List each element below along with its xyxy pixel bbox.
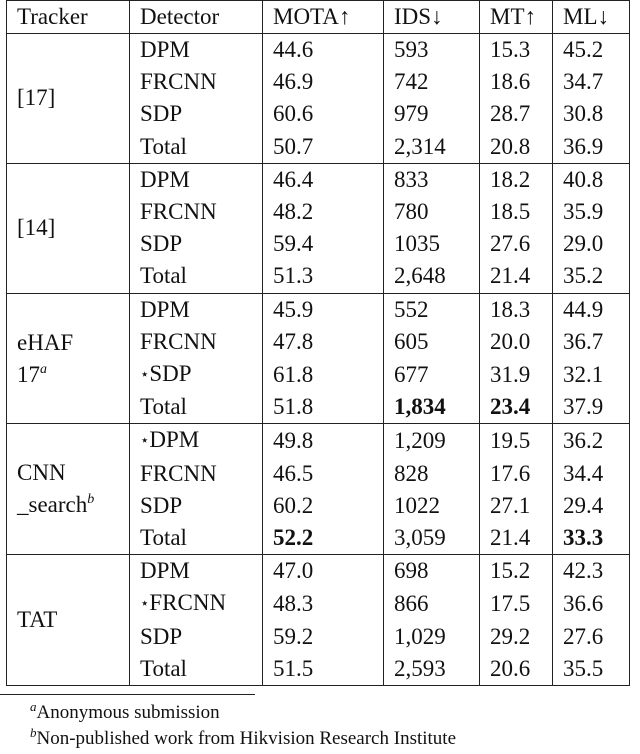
detector-label: DPM: [149, 427, 200, 453]
tracker-name-line2: _search: [17, 492, 88, 518]
detector-cell: SDP: [130, 98, 263, 130]
table-row: [7, 163, 630, 196]
mt-cell: 18.2: [480, 163, 553, 196]
header-row: [7, 1, 630, 34]
footnote-mark: a: [30, 699, 37, 714]
ids-cell: 1022: [384, 490, 480, 522]
mt-cell: 15.3: [480, 34, 553, 67]
detector-cell: FRCNN: [130, 66, 263, 98]
detector-cell: [130, 587, 263, 620]
ml-cell: 44.9: [553, 293, 630, 326]
detector-cell: [130, 358, 263, 391]
mt-cell: 27.6: [480, 228, 553, 260]
ml-cell: 27.6: [553, 621, 630, 653]
ids-cell: 2,593: [384, 653, 480, 686]
ids-cell: 552: [384, 293, 480, 326]
footnote-divider: [0, 694, 255, 695]
mota-cell: 47.0: [263, 555, 384, 588]
ml-cell: 36.9: [553, 131, 630, 164]
tracker-cell: TAT: [7, 555, 130, 686]
mota-cell: 50.7: [263, 131, 384, 164]
table-row: [7, 293, 630, 326]
ml-cell: 32.1: [553, 358, 630, 391]
tracker-name-line2: 17: [17, 361, 40, 387]
mota-cell: 59.4: [263, 228, 384, 260]
star-icon: ⋆: [140, 367, 150, 384]
tracker-name-line1: eHAF: [17, 329, 74, 355]
star-icon: ⋆: [140, 596, 150, 613]
detector-label: SDP: [149, 361, 192, 387]
ids-cell: 2,648: [384, 260, 480, 293]
mt-cell: 27.1: [480, 490, 553, 522]
ml-cell: 40.8: [553, 163, 630, 196]
ids-cell: 1,029: [384, 621, 480, 653]
mt-cell: 21.4: [480, 260, 553, 293]
ml-cell: 35.2: [553, 260, 630, 293]
ml-cell: 30.8: [553, 98, 630, 130]
detector-cell: FRCNN: [130, 326, 263, 358]
ids-cell: 742: [384, 66, 480, 98]
header-tracker: Tracker: [7, 1, 130, 34]
mt-cell: 17.5: [480, 587, 553, 620]
tracker-name-line1: CNN: [17, 460, 66, 486]
ml-cell: 36.6: [553, 587, 630, 620]
mota-cell: 46.5: [263, 458, 384, 490]
mota-cell: 45.9: [263, 293, 384, 326]
mt-cell: 19.5: [480, 424, 553, 458]
ids-cell: 1035: [384, 228, 480, 260]
mota-cell-best: 52.2: [263, 522, 384, 555]
ml-cell: 36.2: [553, 424, 630, 458]
ml-cell: 35.9: [553, 196, 630, 228]
footnote-text: Non-published work from Hikvision Research Institute: [36, 728, 457, 749]
ids-cell: 866: [384, 587, 480, 620]
ids-cell: 1,209: [384, 424, 480, 458]
mt-cell: 18.3: [480, 293, 553, 326]
mt-cell: 15.2: [480, 555, 553, 588]
table-row: [7, 555, 630, 588]
ml-cell: 34.7: [553, 66, 630, 98]
mota-cell: 49.8: [263, 424, 384, 458]
footnote-mark: b: [87, 492, 95, 508]
mota-cell: 48.2: [263, 196, 384, 228]
detector-cell: Total: [130, 131, 263, 164]
detector-cell: Total: [130, 260, 263, 293]
mt-cell: 20.0: [480, 326, 553, 358]
detector-cell: SDP: [130, 490, 263, 522]
mt-cell: 18.6: [480, 66, 553, 98]
ml-cell: 35.5: [553, 653, 630, 686]
table-row: [7, 34, 630, 67]
ml-cell: 36.7: [553, 326, 630, 358]
mota-cell: 51.5: [263, 653, 384, 686]
detector-cell: FRCNN: [130, 196, 263, 228]
mota-cell: 46.9: [263, 66, 384, 98]
table-row: [7, 424, 630, 458]
tracker-cell: [17]: [7, 34, 130, 164]
ml-cell: 42.3: [553, 555, 630, 588]
detector-cell: Total: [130, 653, 263, 686]
ml-cell: 34.4: [553, 458, 630, 490]
ids-cell: 605: [384, 326, 480, 358]
detector-cell: SDP: [130, 228, 263, 260]
header-ml: ML↓: [553, 1, 630, 34]
mt-cell: 20.8: [480, 131, 553, 164]
detector-label: FRCNN: [149, 590, 227, 616]
header-mota: MOTA↑: [263, 1, 384, 34]
ml-cell: 29.0: [553, 228, 630, 260]
ids-cell: 833: [384, 163, 480, 196]
mota-cell: 46.4: [263, 163, 384, 196]
ids-cell: 2,314: [384, 131, 480, 164]
header-ids: IDS↓: [384, 1, 480, 34]
mt-cell: 20.6: [480, 653, 553, 686]
detector-cell: FRCNN: [130, 458, 263, 490]
detector-cell: [130, 424, 263, 458]
mt-cell: 31.9: [480, 358, 553, 391]
detector-cell: Total: [130, 522, 263, 555]
mota-cell: 61.8: [263, 358, 384, 391]
ids-cell: 677: [384, 358, 480, 391]
mota-cell: 47.8: [263, 326, 384, 358]
detector-cell: DPM: [130, 34, 263, 67]
ids-cell: 593: [384, 34, 480, 67]
ml-cell: 37.9: [553, 391, 630, 424]
ids-cell: 698: [384, 555, 480, 588]
star-icon: ⋆: [140, 433, 150, 450]
footnote-mark: b: [30, 725, 37, 740]
header-mt: MT↑: [480, 1, 553, 34]
ml-cell-best: 33.3: [553, 522, 630, 555]
tracker-cell: [7, 293, 130, 424]
footnote-text: Anonymous submission: [36, 702, 220, 723]
tracker-cell: [7, 424, 130, 555]
mota-cell: 60.6: [263, 98, 384, 130]
ids-cell-best: 1,834: [384, 391, 480, 424]
ids-cell: 780: [384, 196, 480, 228]
mota-cell: 44.6: [263, 34, 384, 67]
header-detector: Detector: [130, 1, 263, 34]
footnote-b: [30, 725, 457, 750]
mota-cell: 48.3: [263, 587, 384, 620]
detector-cell: DPM: [130, 555, 263, 588]
footnote-mark: a: [40, 361, 47, 377]
ml-cell: 45.2: [553, 34, 630, 67]
mt-cell-best: 23.4: [480, 391, 553, 424]
mt-cell: 17.6: [480, 458, 553, 490]
detector-cell: DPM: [130, 293, 263, 326]
results-table: [6, 0, 630, 686]
detector-cell: DPM: [130, 163, 263, 196]
mota-cell: 51.3: [263, 260, 384, 293]
mota-cell: 59.2: [263, 621, 384, 653]
ids-cell: 3,059: [384, 522, 480, 555]
mota-cell: 51.8: [263, 391, 384, 424]
ids-cell: 979: [384, 98, 480, 130]
mt-cell: 29.2: [480, 621, 553, 653]
detector-cell: SDP: [130, 621, 263, 653]
mota-cell: 60.2: [263, 490, 384, 522]
footnote-a: [30, 699, 220, 724]
mt-cell: 28.7: [480, 98, 553, 130]
ids-cell: 828: [384, 458, 480, 490]
mt-cell: 18.5: [480, 196, 553, 228]
tracker-cell: [14]: [7, 163, 130, 293]
detector-cell: Total: [130, 391, 263, 424]
mt-cell: 21.4: [480, 522, 553, 555]
ml-cell: 29.4: [553, 490, 630, 522]
